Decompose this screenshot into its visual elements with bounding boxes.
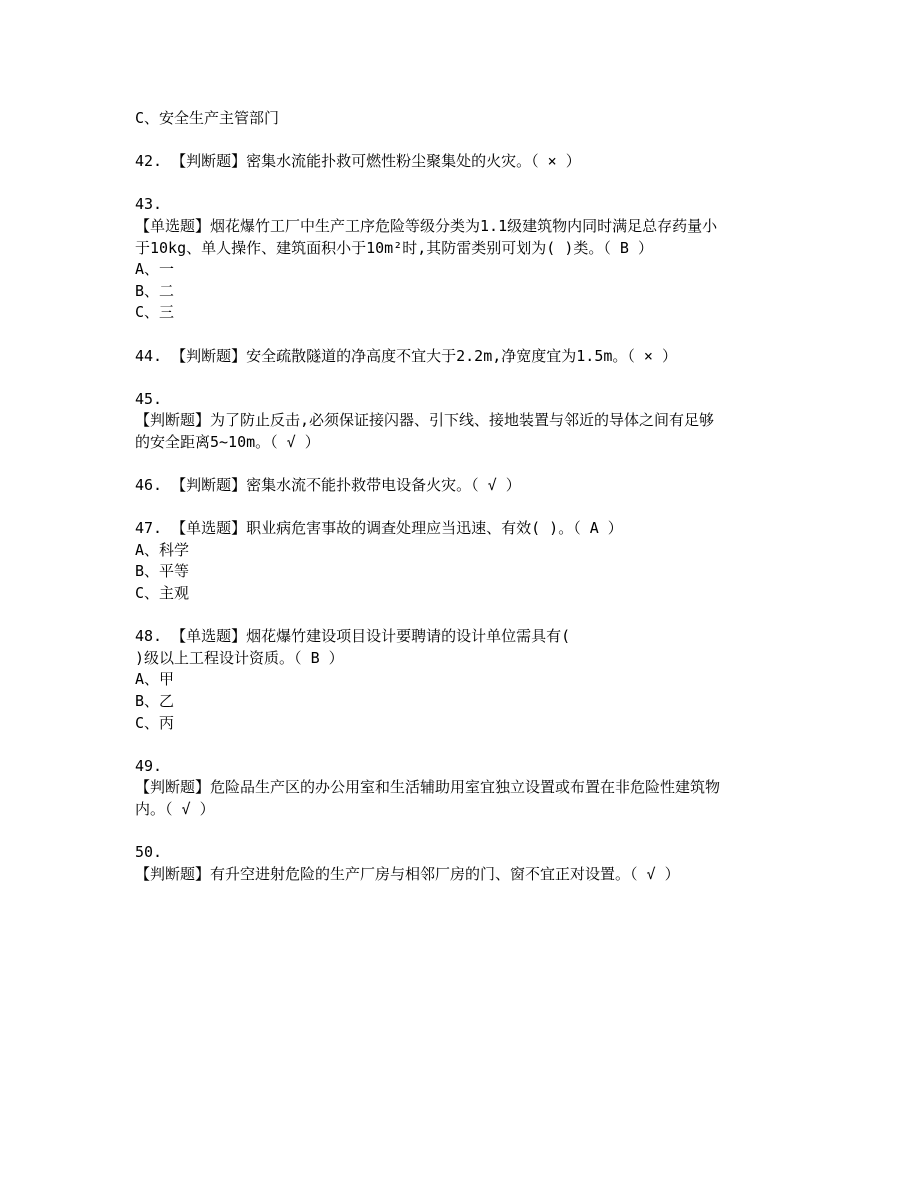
spacer (135, 605, 795, 627)
question-43-text-2: 于10kg、单人操作、建筑面积小于10m²时,其防雷类别可划为( )类。（ B ） (135, 238, 653, 257)
question-47: 47. 【单选题】职业病危害事故的调查处理应当迅速、有效( )。（ A ） (135, 519, 623, 538)
spacer (135, 324, 795, 346)
spacer (135, 734, 795, 756)
question-48-text-1: 48. 【单选题】烟花爆竹建设项目设计要聘请的设计单位需具有( (135, 627, 571, 646)
question-43-option-c: C、三 (135, 303, 175, 322)
question-45-number: 45. (135, 389, 163, 408)
question-50-number: 50. (135, 843, 163, 862)
spacer (135, 173, 795, 195)
spacer (135, 454, 795, 476)
question-42: 42. 【判断题】密集水流能扑救可燃性粉尘聚集处的火灾。（ × ） (135, 152, 581, 171)
question-50-text: 【判断题】有升空进射危险的生产厂房与相邻厂房的门、窗不宜正对设置。（ √ ） (135, 864, 680, 883)
question-43-number: 43. (135, 195, 163, 214)
document-page (135, 108, 795, 885)
spacer (135, 130, 795, 152)
question-43-option-a: A、一 (135, 260, 175, 279)
question-48-option-a: A、甲 (135, 670, 175, 689)
question-48-text-2: )级以上工程设计资质。（ B ） (135, 648, 344, 667)
option-c-q41: C、安全生产主管部门 (135, 109, 280, 127)
question-47-option-a: A、科学 (135, 540, 190, 559)
question-48-option-b: B、乙 (135, 692, 175, 711)
question-45-text-2: 的安全距离5~10m。（ √ ） (135, 432, 320, 451)
question-48-option-c: C、丙 (135, 713, 175, 732)
spacer (135, 821, 795, 843)
question-49-text-1: 【判断题】危险品生产区的办公用室和生活辅助用室宜独立设置或布置在非危险性建筑物 (135, 778, 721, 797)
question-44: 44. 【判断题】安全疏散隧道的净高度不宜大于2.2m,净宽度宜为1.5m。（ × ） (135, 346, 677, 365)
spacer (135, 367, 795, 389)
question-49-number: 49. (135, 756, 163, 775)
question-45-text-1: 【判断题】为了防止反击,必须保证接闪器、引下线、接地装置与邻近的导体之间有足够 (135, 411, 715, 430)
question-49-text-2: 内。（ √ ） (135, 800, 215, 818)
question-47-option-b: B、平等 (135, 562, 190, 581)
question-43-option-b: B、二 (135, 281, 175, 300)
question-46: 46. 【判断题】密集水流不能扑救带电设备火灾。（ √ ） (135, 476, 521, 495)
spacer (135, 497, 795, 519)
question-47-option-c: C、主观 (135, 584, 190, 603)
question-43-text-1: 【单选题】烟花爆竹工厂中生产工序危险等级分类为1.1级建筑物内同时满足总存药量小 (135, 216, 718, 235)
